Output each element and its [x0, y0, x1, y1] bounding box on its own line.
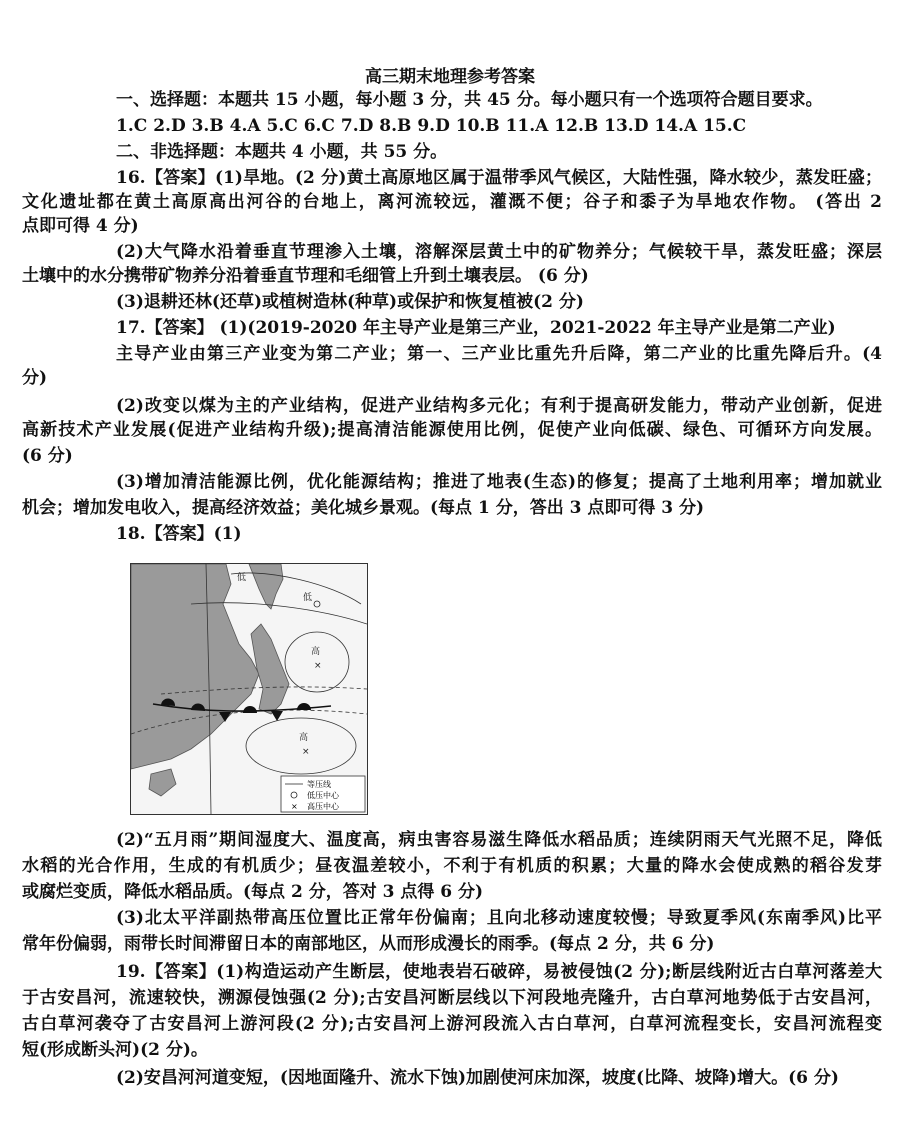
low-center-symbol	[314, 601, 320, 607]
weather-map-figure	[130, 563, 368, 815]
q17-3-line-2: 机会；增加发电收入，提高经济效益；美化城乡景观。(每点 1 分，答出 3 点即可得 3 分)	[22, 498, 705, 518]
q16-line-2: 文化遗址都在黄土高原高出河谷的台地上，离河流较远，灌溉不便；谷子和黍子为旱地农作物。 (答出 2	[22, 192, 882, 212]
low-label-1: 低	[237, 573, 247, 583]
q18-3-line-1: (3)北太平洋副热带高压位置比正常年份偏南；且向北移动速度较慢；导致夏季风(东南季风)比平	[116, 908, 882, 928]
front-symbol-6	[297, 703, 311, 710]
q17-1-line-1: 主导产业由第三产业变为第二产业；第一、三产业比重先升后降，第二产业的比重先降后升。(4	[116, 344, 882, 364]
front-symbol-4	[243, 706, 257, 713]
q18-2-line-2: 水稻的光合作用，生成的有机质少；昼夜温差较小，不利于有机质的积累；大量的降水会使成熟的稻谷发芽	[22, 856, 882, 876]
choice-answers: 1.C 2.D 3.B 4.A 5.C 6.C 7.D 8.B 9.D 10.B 11.A 12.B 13.D 14.A 15.C	[116, 116, 747, 136]
high-label-2: 高	[299, 733, 309, 743]
isobar-1	[231, 573, 361, 604]
weather-map-svg	[131, 564, 367, 814]
high-center-2: ×	[302, 747, 310, 757]
q16-2-line-2: 土壤中的水分携带矿物养分沿着垂直节理和毛细管上升到土壤表层。 (6 分)	[22, 266, 589, 286]
q19-line-3: 古白草河袭夺了古安昌河上游河段(2 分);古安昌河上游河段流入古白草河，白草河流程变长，安昌河流程变	[22, 1014, 882, 1034]
section-two-heading: 二、非选择题：本题共 4 小题，共 55 分。	[116, 142, 448, 162]
legend-high-symbol: ×	[291, 802, 298, 811]
q17-3-line-1: (3)增加清洁能源比例，优化能源结构；推进了地表(生态)的修复；提高了土地利用率；增加就业	[116, 472, 882, 492]
q18-2-line-1: (2)“五月雨”期间湿度大、温度高，病虫害容易滋生降低水稻品质；连续阴雨天气光照不足，降低	[116, 830, 882, 850]
northern-landmass	[249, 564, 283, 609]
legend-isobar-label: 等压线	[307, 780, 331, 789]
legend-low-label: 低压中心	[307, 791, 339, 800]
low-label-2: 低	[303, 593, 313, 603]
high-center-1: ×	[314, 661, 322, 671]
island-landmass	[149, 769, 176, 796]
q17-heading: 17.【答案】 (1)(2019-2020 年主导产业是第三产业，2021-2022 年主导产业是第二产业)	[116, 318, 836, 338]
q17-1-line-2: 分)	[22, 368, 48, 388]
section-one-heading: 一、选择题：本题共 15 小题，每小题 3 分，共 45 分。每小题只有一个选项符合题目要求。	[116, 90, 823, 110]
q19-line-4: 短(形成断头河)(2 分)。	[22, 1040, 208, 1060]
korea-japan-landmass	[251, 624, 289, 714]
q17-2-line-1: (2)改变以煤为主的产业结构，促进产业结构多元化；有利于提高研发能力，带动产业创新，促进	[116, 396, 882, 416]
high-label-1: 高	[311, 647, 321, 657]
q16-3-line: (3)退耕还林(还草)或植树造林(种草)或保护和恢复植被(2 分)	[116, 292, 584, 312]
q18-heading: 18.【答案】(1)	[116, 524, 242, 544]
high-pressure-isobar-south	[246, 718, 356, 774]
q17-2-line-2: 高新技术产业发展(促进产业结构升级);提高清洁能源使用比例，促使产业向低碳、绿色、可循环方向发展。	[22, 420, 882, 440]
page-title: 高三期末地理参考答案	[365, 67, 535, 87]
mainland-landmass	[131, 564, 259, 769]
q19-line-2: 于古安昌河，流速较快，溯源侵蚀强(2 分);古安昌河断层线以下河段地壳隆升，古白草河地势低于古安昌河，	[22, 988, 882, 1008]
q17-2-line-3: (6 分)	[22, 446, 73, 466]
q18-3-line-2: 常年份偏弱，雨带长时间滞留日本的南部地区，从而形成漫长的雨季。(每点 2 分，共 6 分)	[22, 934, 715, 954]
q19-line-1: 19.【答案】(1)构造运动产生断层，使地表岩石破碎，易被侵蚀(2 分);断层线附近古白草河落差大	[116, 962, 882, 982]
q19-2-line: (2)安昌河河道变短，(因地面隆升、流水下蚀)加剧使河床加深，坡度(比降、坡降)增大。(6 分)	[116, 1068, 839, 1088]
q16-line-3: 点即可得 4 分)	[22, 216, 139, 236]
q18-2-line-3: 或腐烂变质，降低水稻品质。(每点 2 分，答对 3 点得 6 分)	[22, 882, 484, 902]
q16-2-line-1: (2)大气降水沿着垂直节理渗入土壤，溶解深层黄土中的矿物养分；气候较干旱，蒸发旺盛；深层	[116, 242, 882, 262]
legend-high-label: 高压中心	[307, 802, 339, 811]
q16-line-1: 16.【答案】(1)旱地。(2 分)黄土高原地区属于温带季风气候区，大陆性强，降水较少，蒸发旺盛；	[116, 168, 882, 188]
